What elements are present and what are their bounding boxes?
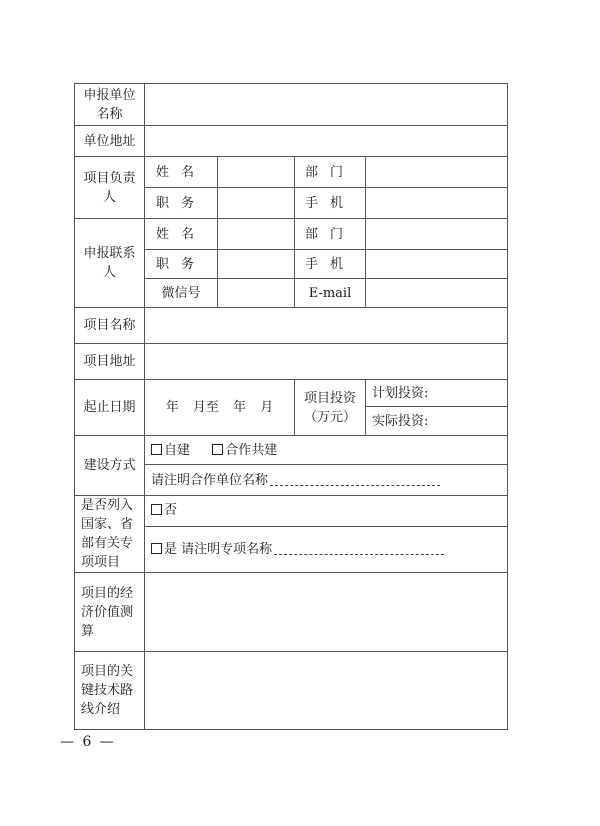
row-contact-1 bbox=[75, 219, 508, 250]
economic-value-field[interactable] bbox=[145, 573, 508, 652]
leader-mobile-label: 手机 bbox=[295, 188, 366, 219]
email-field[interactable] bbox=[366, 279, 508, 308]
date-range-label: 起止日期 bbox=[75, 380, 145, 436]
construction-mode-label: 建设方式 bbox=[75, 436, 145, 496]
tech-route-label: 项目的关键技术路线介绍 bbox=[75, 652, 145, 730]
row-dates-1 bbox=[75, 380, 508, 407]
leader-position-field[interactable] bbox=[218, 188, 295, 219]
project-name-field[interactable] bbox=[145, 308, 508, 344]
leader-department-field[interactable] bbox=[366, 157, 508, 188]
co-build-checkbox[interactable] bbox=[212, 443, 277, 458]
partner-note: 请注明合作单位名称 bbox=[151, 472, 269, 488]
special-yes-cell bbox=[145, 526, 508, 572]
contact-department-field[interactable] bbox=[366, 219, 508, 250]
unit-address-label: 单位地址 bbox=[75, 126, 145, 157]
row-construction-1 bbox=[75, 436, 508, 465]
project-leader-label: 项目负责人 bbox=[75, 157, 145, 219]
contact-position-label: 职务 bbox=[145, 250, 218, 279]
special-yes-label: 是 bbox=[164, 541, 178, 557]
special-blank-line bbox=[274, 553, 444, 555]
investment-unit: （万元） bbox=[303, 409, 356, 425]
construction-options bbox=[145, 436, 508, 465]
row-unit-address bbox=[75, 126, 508, 157]
checkbox-icon bbox=[151, 504, 162, 515]
partner-note-cell[interactable] bbox=[145, 465, 508, 496]
page-number: — 6 — bbox=[60, 734, 116, 750]
project-name-label: 项目名称 bbox=[75, 308, 145, 344]
actual-investment-field[interactable] bbox=[366, 407, 508, 436]
row-tech-route bbox=[75, 652, 508, 730]
contact-mobile-label: 手机 bbox=[295, 250, 366, 279]
unit-address-field[interactable] bbox=[145, 126, 508, 157]
leader-mobile-field[interactable] bbox=[366, 188, 508, 219]
row-unit-name bbox=[75, 84, 508, 126]
row-leader-1 bbox=[75, 157, 508, 188]
row-project-address bbox=[75, 344, 508, 380]
partner-blank-line bbox=[270, 484, 440, 486]
contact-name-field[interactable] bbox=[218, 219, 295, 250]
wechat-label: 微信号 bbox=[145, 279, 218, 308]
leader-name-label: 姓名 bbox=[145, 157, 218, 188]
checkbox-icon bbox=[212, 444, 223, 455]
self-build-label: 自建 bbox=[164, 442, 191, 458]
tech-route-field[interactable] bbox=[145, 652, 508, 730]
special-project-label: 是否列入国家、省部有关专项项目 bbox=[75, 496, 145, 573]
row-economic-value bbox=[75, 573, 508, 652]
contact-label: 申报联系人 bbox=[75, 219, 145, 308]
contact-department-label: 部门 bbox=[295, 219, 366, 250]
checkbox-icon bbox=[151, 444, 162, 455]
unit-name-field[interactable] bbox=[145, 84, 508, 126]
special-yes-checkbox[interactable] bbox=[151, 542, 177, 557]
row-project-name bbox=[75, 308, 508, 344]
special-note: 请注明专项名称 bbox=[181, 541, 273, 557]
economic-value-label: 项目的经济价值测算 bbox=[75, 573, 145, 652]
special-no-checkbox[interactable] bbox=[151, 503, 177, 518]
project-address-field[interactable] bbox=[145, 344, 508, 380]
leader-department-label: 部门 bbox=[295, 157, 366, 188]
checkbox-icon bbox=[151, 543, 162, 554]
co-build-label: 合作共建 bbox=[225, 442, 278, 458]
actual-investment-label: 实际投资: bbox=[372, 413, 429, 429]
investment-label bbox=[295, 380, 366, 436]
planned-investment-field[interactable] bbox=[366, 380, 508, 407]
special-no-label: 否 bbox=[164, 503, 178, 519]
wechat-field[interactable] bbox=[218, 279, 295, 308]
email-label: E-mail bbox=[295, 279, 366, 308]
contact-mobile-field[interactable] bbox=[366, 250, 508, 279]
application-form-table bbox=[74, 83, 508, 730]
leader-name-field[interactable] bbox=[218, 157, 295, 188]
row-special-1 bbox=[75, 496, 508, 527]
special-no-cell bbox=[145, 496, 508, 527]
date-range-value[interactable]: 年 月至 年 月 bbox=[145, 380, 295, 436]
leader-position-label: 职务 bbox=[145, 188, 218, 219]
planned-investment-label: 计划投资: bbox=[372, 385, 429, 401]
unit-name-label: 申报单位名称 bbox=[75, 84, 145, 126]
contact-position-field[interactable] bbox=[218, 250, 295, 279]
self-build-checkbox[interactable] bbox=[151, 443, 190, 458]
contact-name-label: 姓名 bbox=[145, 219, 218, 250]
project-address-label: 项目地址 bbox=[75, 344, 145, 380]
investment-label-text: 项目投资 bbox=[303, 390, 356, 406]
